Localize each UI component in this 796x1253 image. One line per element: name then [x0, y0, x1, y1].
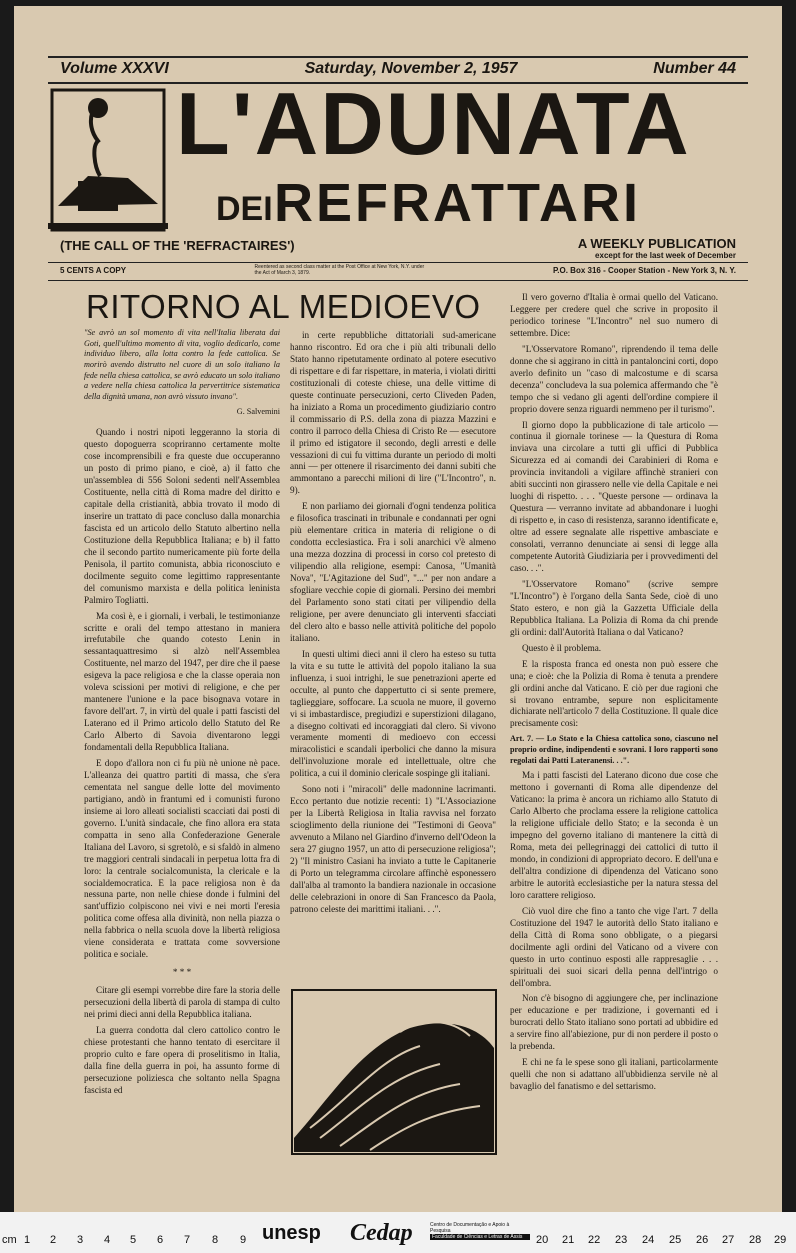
paragraph: Quando i nostri nipoti leggeranno la storia di questo dopoguerra scopriranno certamente molte cose incomprensibili e fra queste due occuperanno un posto di primo piano, e cioè, a) il fatto che un'assemblea di 556 Soloni sedenti nell'Assemblea Costituente, nella città di Roma madre del diritto e capitale della cristianità, abbia trovato il modo di inserire un trattato di pace concluso dalla monarchia fascista ed un articolo dello Statuto albertino nella Costituzione della Repubblica Italiana; e b) il fatto che il secondo partito numericamente più forte della Penisola, il partito comunista, abbia riconosciuto e docilmente seguito come legittimo rappresentante del comunismo marxista e della politica leninista Palmiro Togliatti.: [84, 427, 280, 605]
info-row: [60, 264, 736, 276]
paragraph: in certe repubbliche dittatoriali sud-americane hanno riscontro. Ed ora che i più alti tribunali dello Stato hanno ripetutamente ordinato al potere esecutivo di rispettare e di far rispettare, in materia, i violati diritti costituzionali di coteste chiese, una delle vittime di queste continuate persecuzioni, certo Cliveden Paden, ha iniziato a Roma un procedimento giudiziario contro il commissario di P.S. della zona di piazza Mazzini e contro il parroco della Chiesa di Cristo Re — esecutore il primo ed istigatore il secondo, degli arresti e delle vessazioni di cui fu vittima durante un periodo di molti anni — per ottenere il risarcimento dei danni subiti che ammontano a parecchi milioni di lire ("L'Incontro", n. 9).: [290, 330, 496, 496]
article-column-1: [84, 328, 280, 1101]
ruler-tick: 1: [24, 1234, 31, 1246]
epigraph-quote: "Se avrò un sol momento di vita nell'Italia liberata dai Goti, quell'ultimo momento di vita, voglio dedicarlo, come individuo libero, alla lotta contro la fede cattolica. Se morirò avendo distrutto nel cuore di un solo italiano la fede nella chiesa cattolica, se avrò educato un solo italiano a vedere nella chiesa cattolica la pervertitrice sistematica della dignità umana, non avrò vissuto invano".: [84, 328, 280, 401]
masthead-title-adunata: L'ADUNATA: [176, 74, 691, 173]
ruler-tick: 7: [184, 1234, 191, 1246]
header-rule-top: [48, 56, 748, 58]
ruler-unit: cm: [2, 1234, 17, 1246]
article-7-quote: Art. 7. — Lo Stato e la Chiesa cattolica sono, ciascuno nel proprio ordine, indipendenti e sovrani. I loro rapporti sono regolati dai Patti Lateranensi. . .".: [510, 734, 718, 765]
paragraph: E dopo d'allora non ci fu più nè unione nè pace. L'alleanza dei quattro partiti di massa, che s'era cementata nel sangue delle lotte del movimento partigiano, andò in frantumi ed i comunisti furono insieme ai loro alleati socialisti scacciati dai posti di governo. L'unità sindacale, che fino allora era stata compatta in seno alla Confederazione Generale Italiana del Lavoro, si sgretolò, e si sfaldò in almeno tre maggiori centrali sindacali in perpetua lotta fra di loro: la centrale socialcomunista, la clericale e la socialdemocratica. E la pace religiosa non è da nessuna parte, non nelle chiese donde i fulmini del sant'uffizio colpiscono nei vivi e nei morti l'eresia politica come offesa alla divinità, non nella piazza o nella fabbrica o nella scuola dove la libertà religiosa viene considerata e trattata come sovversione politica e sociale.: [84, 757, 280, 960]
paragraph: "L'Osservatore Romano", riprendendo il tema delle donne che si aggirano in città in pantaloncini corti, dopo averlo definito un "caso di malcostume e di scarsa decenza" concludeva la sua polemica affermando che "è tempo che si vedano gli agenti dell'ordine compiere il proprio dovere senza riguardi nemmeno per il turismo".: [510, 343, 718, 414]
ruler-tick: 27: [722, 1234, 735, 1246]
ruler-tick: 24: [642, 1234, 655, 1246]
mail-notice: Reentered as second class matter at the Post Office at New York, N.Y. under the Act of March 3, 1879.: [254, 264, 425, 276]
masthead: [48, 74, 720, 234]
ruler-tick: 2: [50, 1234, 57, 1246]
masthead-woodcut-icon: [48, 86, 168, 234]
section-separator: * * *: [172, 967, 192, 978]
price-label: 5 CENTS A COPY: [60, 265, 127, 275]
info-rule-bottom: [48, 280, 748, 281]
issue-number: Number 44: [653, 60, 736, 77]
paragraph: In questi ultimi dieci anni il clero ha esteso su tutta la vita e su tutte le attività del popolo italiano la sua influenza, i suoi intrighi, le sue penetrazioni aperte ed occulte, al punto che dappertutto ci si sente premere, taglieggiare, soffocare. La scuola ne muore, il governo vi si imbastardisce, pregiudizi e superstizioni dilagano, a disegno coltivati ed incoraggiati dal clero. Si vivono veramente momenti di medioevo con eccessi miracolistici e scandali iperbolici che danno la misura dell'involuzione morale ed intellettuale, oltre che politica, a cui il dominio clericale sospinge gli italiani.: [290, 648, 496, 779]
wave-woodcut-illustration: [290, 988, 498, 1156]
ruler-tick: 22: [588, 1234, 601, 1246]
masthead-title-dei: DEI: [216, 190, 273, 228]
ruler-tick: 25: [669, 1234, 682, 1246]
ruler-tick: 26: [696, 1234, 709, 1246]
ruler-tick: 6: [157, 1234, 164, 1246]
paragraph: Sono noti i "miracoli" delle madonnine lacrimanti. Ecco pertanto due notizie recenti: 1) "L'Associazione per la Libertà Religiosa in Italia ravvisa nel forzato scioglimento della riunione dei "Testimoni di Geova" avvenuto a Milano nel Giardino d'inverno dell'Odeon la sera 27 giugno 1957, un atto di persecuzione religiosa"; 2) "Il ministro Casiani ha inviato a tutte le Capitanerie di Porto un telegramma circolare affinchè esponessero dall'alba al tramonto la bandiera nazionale in occasione delle celebrazioni in onore di San Francesco da Paola, patrono celeste dei marittimi italiani. . .".: [290, 784, 496, 914]
volume-label: Volume XXXVI: [60, 60, 169, 77]
publication-exception: except for the last week of December: [595, 251, 736, 260]
masthead-title-refrattari: REFRATTARI: [274, 173, 641, 233]
paragraph: E chi ne fa le spese sono gli italiani, particolarmente quelli che non si adattano all'ubbidienza servile nè al bavaglio del fanatismo e del settarismo.: [510, 1057, 718, 1092]
paragraph: Ciò vuol dire che fino a tanto che vige l'art. 7 della Costituzione del 1947 le autorità dello Stato italiano e della Città di Roma sono obbligate, o a piegarsi docilmente agli ordini del Vaticano od a vivere con questo in urto continuo esposti alle rappresaglie . . . spirituali dei suoi sicari della penna dell'intrigo o dell'ombra.: [510, 905, 718, 988]
cedap-logo: Cedap: [350, 1220, 413, 1246]
masthead-subtitle-english: (THE CALL OF THE 'REFRACTAIRES'): [60, 238, 295, 253]
paragraph: "L'Osservatore Romano" (scrive sempre "L'Incontro") è l'organo della Santa Sede, cioè di uno Stato estero, e non già la Gazzetta Ufficiale della Repubblica Italiana. La Polizia di Roma da chi prende gli ordini: dall'Autorità Italiana o dal Vaticano?: [510, 578, 718, 637]
paragraph: Citare gli esempi vorrebbe dire fare la storia delle persecuzioni della libertà di parola di stampa di culto nei primi dieci anni della Repubblica italiana.: [84, 985, 280, 1020]
cedap-caption: [430, 1222, 530, 1240]
paragraph: Il vero governo d'Italia è ormai quello del Vaticano. Leggere per credere quel che scrive in proposito il periodico torinese "L'Incontro" nel suo numero di settembre. Dice:: [510, 292, 718, 338]
publication-frequency: [578, 236, 736, 260]
paragraph: Il giorno dopo la pubblicazione di tale articolo — continua il giornale torinese — la Questura di Roma inviava una circolare a tutti gli uffici di Pubblica Sicurezza ed ai comandi dei Carabinieri di Roma e provincia invitandoli a vigilare affinchè stranieri con abiti succinti non girassero nelle vie della Capitale e nei luoghi di rispetto. . . . "Queste persone — ordinava la Questura — verranno invitate ad abbandonare i luoghi di rispetto e, in caso di resistenza, saranno identificate e, oltre ad essere segnalate alle rispettive ambasciate e consolati, verranno denunciate ai sensi di legge alla competente Autorità Giudiziaria per i provvedimenti del caso. . .".: [510, 419, 718, 573]
ruler-tick: 21: [562, 1234, 575, 1246]
ruler-tick: 4: [104, 1234, 111, 1246]
article-headline: RITORNO AL MEDIOEVO: [86, 288, 481, 325]
ruler-tick: 8: [212, 1234, 219, 1246]
ruler-tick: 29: [774, 1234, 787, 1246]
ruler-tick: 23: [615, 1234, 628, 1246]
ruler-tick: 3: [77, 1234, 84, 1246]
paragraph: Questo è il problema.: [522, 642, 602, 653]
article-column-3: [510, 292, 718, 1097]
cedap-caption-line1: Centro de Documentação e Apoio à Pesquisa: [430, 1222, 510, 1234]
weekly-publication-label: A WEEKLY PUBLICATION: [577, 236, 736, 251]
ruler-tick: 28: [749, 1234, 762, 1246]
info-rule-top: [48, 262, 748, 263]
ruler-tick: 5: [130, 1234, 137, 1246]
cedap-caption-line2: Faculdade de Ciências e Letras de Assis: [430, 1234, 530, 1240]
ruler-tick: 20: [536, 1234, 549, 1246]
postal-address: P.O. Box 316 - Cooper Station - New York 3, N. Y.: [552, 265, 736, 275]
paragraph: Non c'è bisogno di aggiungere che, per inclinazione per educazione e per tradizione, i governanti ed i burocrati dello Stato italiano sono portati ad ubbidire ed a servire fino all'abiezione, pur di non perdere il posto o la prebenda.: [510, 993, 718, 1052]
paragraph: E non parliamo dei giornali d'ogni tendenza politica e filosofica trascinati in tribunale e condannati per ogni più elementare critica in materia di religione o di condotta ecclesiastica. Fra i soli anarchici v'è almeno una mezza dozzina di processi in corso col pretesto di vilipendio alla religione, esempi: Canosa, "Umanità Nova", "L'Agitazione del Sud", "..." per non andare a sfogliare vecchie copie di giornali. Persino dei membri del Parlamento sono stati citati per vilipendio della religione, per avere denunciato gli interventi sfacciati del clero alto e basso nelle attività politiche del popolo italiano.: [290, 501, 496, 643]
ruler-tick: 9: [240, 1234, 247, 1246]
paragraph: Ma i patti fascisti del Laterano dicono due cose che mettono i governanti di Roma alle dipendenze del Vaticano: la prima è ancora un richiamo allo Statuto di Carlo Alberto che proclama essere la religione cattolica la religione ufficiale dello Stato; e la seconda è un impegno del governo italiano di mantenere la città di Roma, meta dei pellegrinaggi dei cattolici di tutto il mondo, in condizioni di appropriato decoro. E dell'una e dell'altra condizione di dipendenza del Vaticano sono arbitre le autorità ecclesiastiche per la natura stessa del loro carattere religioso.: [510, 770, 718, 900]
unesp-logo: unesp: [262, 1222, 321, 1244]
epigraph-author: G. Salvemini: [236, 406, 280, 416]
paragraph: La guerra condotta dal clero cattolico contro le chiese protestanti che hanno tentato di esercitare il proprio culto e fare opera di proselitismo in Italia, dalla fine della guerra in poi, ha assunto forme di persecuzione poliziesca che soltanto nella Spagna fascista ed: [84, 1025, 280, 1095]
article-column-2: [290, 330, 496, 920]
paragraph: E la risposta franca ed onesta non può essere che una; e cioè: che la Polizia di Roma è tenuta a prendere gli ordini anche dal Vaticano. E ciò per due ragioni che si trovano entrambe, sepure non esplicitamente dichiarate nell'articolo 7 della Costituzione. Il quale dice precisamente così:: [510, 658, 718, 729]
issue-date: Saturday, November 2, 1957: [304, 60, 518, 77]
paragraph: Ma così è, e i giornali, i verbali, le testimonianze scritte e orali del tempo attestano in maniera irrefutabile che quando cotesto Lenin in sessantaquattresimo si alzò nell'Assemblea Costituente, nel marzo del 1947, per dire che il paese esigeva la pace religiosa e che la classe operaia non voleva scissioni per motivi di religione, e che per mantenere l'unione e la pace bisognava votare in favore dell'art. 7, in virtù del quale i patti fascisti del Laterano ed il Primo articolo dello Statuto del Re Carlo Alberto di Savoia diventarono leggi fondamentali della Repubblica Italiana.: [84, 610, 280, 753]
